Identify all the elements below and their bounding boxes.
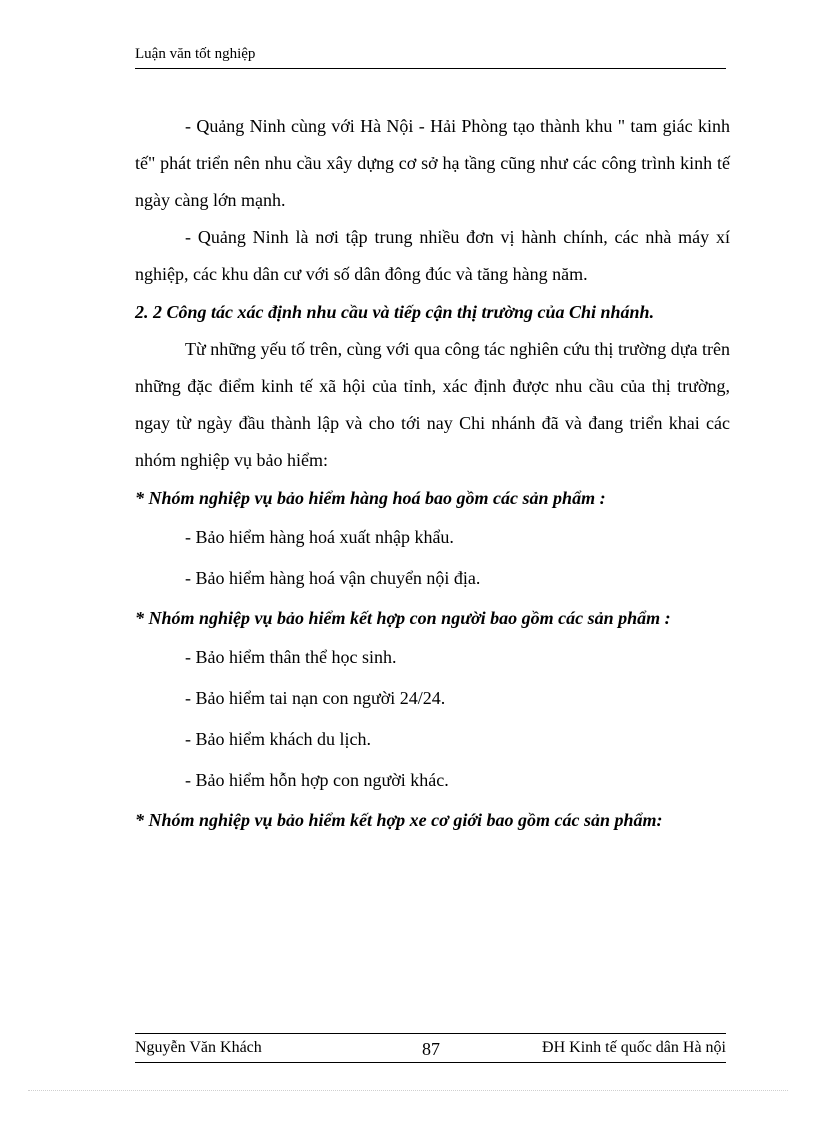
list-item: - Bảo hiểm hỗn hợp con người khác. bbox=[185, 770, 449, 790]
footer-author: Nguyễn Văn Khách bbox=[135, 1039, 262, 1056]
list-item: - Bảo hiểm hàng hoá xuất nhập khẩu. bbox=[185, 527, 454, 547]
footer-bottom-divider bbox=[135, 1062, 726, 1063]
list-item: - Bảo hiểm thân thể học sinh. bbox=[185, 647, 397, 667]
section-heading: 2. 2 Công tác xác định nhu cầu và tiếp cận thị trường của Chi nhánh. bbox=[135, 302, 655, 322]
page-body bbox=[135, 108, 730, 839]
page-number: 87 bbox=[422, 1039, 440, 1059]
paragraph-quang-ninh-triangle: - Quảng Ninh cùng với Hà Nội - Hải Phòng tạo thành khu " tam giác kinh tế" phát triển nên nhu cầu xây dựng cơ sở hạ tầng cũng như các công trình kinh tế ngày càng lớn mạnh. bbox=[135, 116, 730, 210]
header-divider bbox=[135, 68, 726, 69]
group-heading-people: * Nhóm nghiệp vụ bảo hiểm kết hợp con người bao gồm các sản phẩm : bbox=[135, 608, 671, 628]
running-footer bbox=[135, 1039, 726, 1063]
list-item: - Bảo hiểm khách du lịch. bbox=[185, 729, 371, 749]
footer-institution: ĐH Kinh tế quốc dân Hà nội bbox=[542, 1039, 726, 1056]
paragraph-quang-ninh-admin: - Quảng Ninh là nơi tập trung nhiều đơn vị hành chính, các nhà máy xí nghiệp, các khu dân cư với số dân đông đúc và tăng hàng năm. bbox=[135, 227, 730, 284]
list-item: - Bảo hiểm hàng hoá vận chuyển nội địa. bbox=[185, 568, 481, 588]
page-edge bbox=[28, 1090, 788, 1091]
running-header: Luận văn tốt nghiệp bbox=[135, 46, 256, 62]
list-item: - Bảo hiểm tai nạn con người 24/24. bbox=[185, 688, 446, 708]
footer-divider bbox=[135, 1033, 726, 1034]
paragraph-market-research: Từ những yếu tố trên, cùng với qua công tác nghiên cứu thị trường dựa trên những đặc điểm kinh tế xã hội của tỉnh, xác định được nhu cầu của thị trường, ngay từ ngày đầu thành lập và cho tới nay Chi nhánh đã và đang triển khai các nhóm nghiệp vụ bảo hiểm: bbox=[135, 339, 730, 470]
group-heading-vehicles: * Nhóm nghiệp vụ bảo hiểm kết hợp xe cơ giới bao gồm các sản phẩm: bbox=[135, 810, 663, 830]
group-heading-goods: * Nhóm nghiệp vụ bảo hiểm hàng hoá bao gồm các sản phẩm : bbox=[135, 488, 606, 508]
